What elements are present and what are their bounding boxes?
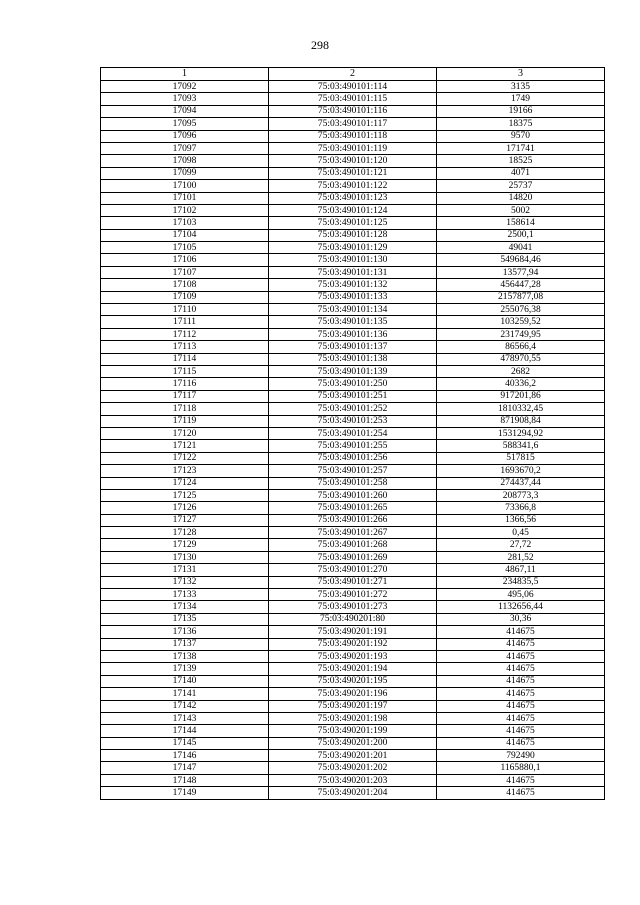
cadastral-number-cell: 75:03:490201:196 xyxy=(269,688,437,700)
table-row xyxy=(101,427,605,439)
value-cell: 158614 xyxy=(437,217,605,229)
cadastral-number-cell: 75:03:490201:200 xyxy=(269,737,437,749)
table-row xyxy=(101,155,605,167)
row-number-cell: 17102 xyxy=(101,204,269,216)
table-row xyxy=(101,576,605,588)
table-row xyxy=(101,254,605,266)
value-cell: 588341,6 xyxy=(437,440,605,452)
table-row xyxy=(101,787,605,799)
row-number-cell: 17104 xyxy=(101,229,269,241)
value-cell: 18525 xyxy=(437,155,605,167)
cadastral-number-cell: 75:03:490101:266 xyxy=(269,514,437,526)
row-number-cell: 17108 xyxy=(101,279,269,291)
row-number-cell: 17143 xyxy=(101,712,269,724)
cadastral-number-cell: 75:03:490101:133 xyxy=(269,291,437,303)
table-row xyxy=(101,452,605,464)
table-row xyxy=(101,118,605,130)
column-header-1: 1 xyxy=(101,68,269,81)
table-row xyxy=(101,304,605,316)
value-cell: 1693670,2 xyxy=(437,465,605,477)
value-cell: 1810332,45 xyxy=(437,403,605,415)
cadastral-number-cell: 75:03:490101:256 xyxy=(269,452,437,464)
row-number-cell: 17141 xyxy=(101,688,269,700)
value-cell: 414675 xyxy=(437,663,605,675)
table-row xyxy=(101,638,605,650)
cadastral-number-cell: 75:03:490101:257 xyxy=(269,465,437,477)
row-number-cell: 17145 xyxy=(101,737,269,749)
column-header-3: 3 xyxy=(437,68,605,81)
table-row xyxy=(101,601,605,613)
row-number-cell: 17101 xyxy=(101,192,269,204)
cadastral-number-cell: 75:03:490101:114 xyxy=(269,81,437,93)
cadastral-number-cell: 75:03:490201:193 xyxy=(269,650,437,662)
row-number-cell: 17124 xyxy=(101,477,269,489)
table-row xyxy=(101,353,605,365)
cadastral-number-cell: 75:03:490101:253 xyxy=(269,415,437,427)
row-number-cell: 17146 xyxy=(101,750,269,762)
value-cell: 414675 xyxy=(437,712,605,724)
value-cell: 9570 xyxy=(437,130,605,142)
row-number-cell: 17114 xyxy=(101,353,269,365)
cadastral-number-cell: 75:03:490101:128 xyxy=(269,229,437,241)
value-cell: 414675 xyxy=(437,638,605,650)
value-cell: 171741 xyxy=(437,142,605,154)
value-cell: 414675 xyxy=(437,650,605,662)
row-number-cell: 17110 xyxy=(101,304,269,316)
value-cell: 1531294,92 xyxy=(437,427,605,439)
cadastral-number-cell: 75:03:490101:135 xyxy=(269,316,437,328)
row-number-cell: 17109 xyxy=(101,291,269,303)
row-number-cell: 17147 xyxy=(101,762,269,774)
value-cell: 2157877,08 xyxy=(437,291,605,303)
value-cell: 208773,3 xyxy=(437,489,605,501)
cadastral-number-cell: 75:03:490101:254 xyxy=(269,427,437,439)
value-cell: 917201,86 xyxy=(437,390,605,402)
row-number-cell: 17129 xyxy=(101,539,269,551)
cadastral-number-cell: 75:03:490101:136 xyxy=(269,328,437,340)
table-row xyxy=(101,105,605,117)
value-cell: 30,36 xyxy=(437,613,605,625)
value-cell: 1165880,1 xyxy=(437,762,605,774)
row-number-cell: 17136 xyxy=(101,626,269,638)
cadastral-number-cell: 75:03:490101:269 xyxy=(269,551,437,563)
cadastral-number-cell: 75:03:490201:191 xyxy=(269,626,437,638)
value-cell: 414675 xyxy=(437,700,605,712)
table-row xyxy=(101,514,605,526)
row-number-cell: 17140 xyxy=(101,675,269,687)
row-number-cell: 17121 xyxy=(101,440,269,452)
row-number-cell: 17093 xyxy=(101,93,269,105)
table-row xyxy=(101,774,605,786)
table-row xyxy=(101,725,605,737)
row-number-cell: 17137 xyxy=(101,638,269,650)
value-cell: 1132656,44 xyxy=(437,601,605,613)
value-cell: 549684,46 xyxy=(437,254,605,266)
cadastral-number-cell: 75:03:490101:116 xyxy=(269,105,437,117)
table-row xyxy=(101,675,605,687)
value-cell: 1366,56 xyxy=(437,514,605,526)
row-number-cell: 17097 xyxy=(101,142,269,154)
value-cell: 73366,8 xyxy=(437,502,605,514)
value-cell: 4867,11 xyxy=(437,564,605,576)
value-cell: 456447,28 xyxy=(437,279,605,291)
row-number-cell: 17113 xyxy=(101,341,269,353)
table-row xyxy=(101,502,605,514)
value-cell: 27,72 xyxy=(437,539,605,551)
value-cell: 0,45 xyxy=(437,527,605,539)
value-cell: 281,52 xyxy=(437,551,605,563)
value-cell: 40336,2 xyxy=(437,378,605,390)
table-body xyxy=(101,81,605,800)
cadastral-number-cell: 75:03:490101:117 xyxy=(269,118,437,130)
table-row xyxy=(101,279,605,291)
value-cell: 19166 xyxy=(437,105,605,117)
row-number-cell: 17132 xyxy=(101,576,269,588)
cadastral-number-cell: 75:03:490201:204 xyxy=(269,787,437,799)
row-number-cell: 17105 xyxy=(101,242,269,254)
table-row xyxy=(101,291,605,303)
table-row xyxy=(101,81,605,93)
cadastral-number-cell: 75:03:490201:80 xyxy=(269,613,437,625)
value-cell: 1749 xyxy=(437,93,605,105)
table-row xyxy=(101,477,605,489)
table-row xyxy=(101,328,605,340)
table-row xyxy=(101,242,605,254)
table-row xyxy=(101,204,605,216)
cadastral-number-cell: 75:03:490101:138 xyxy=(269,353,437,365)
value-cell: 13577,94 xyxy=(437,266,605,278)
table-row xyxy=(101,378,605,390)
table-row xyxy=(101,365,605,377)
value-cell: 478970,55 xyxy=(437,353,605,365)
table-row xyxy=(101,266,605,278)
cadastral-number-cell: 75:03:490101:273 xyxy=(269,601,437,613)
value-cell: 103259,52 xyxy=(437,316,605,328)
value-cell: 3135 xyxy=(437,81,605,93)
value-cell: 414675 xyxy=(437,675,605,687)
value-cell: 25737 xyxy=(437,180,605,192)
row-number-cell: 17125 xyxy=(101,489,269,501)
value-cell: 14820 xyxy=(437,192,605,204)
cadastral-number-cell: 75:03:490101:134 xyxy=(269,304,437,316)
value-cell: 234835,5 xyxy=(437,576,605,588)
table-row xyxy=(101,688,605,700)
table-row xyxy=(101,663,605,675)
value-cell: 231749,95 xyxy=(437,328,605,340)
cadastral-number-cell: 75:03:490201:202 xyxy=(269,762,437,774)
cadastral-number-cell: 75:03:490101:130 xyxy=(269,254,437,266)
row-number-cell: 17115 xyxy=(101,365,269,377)
cadastral-number-cell: 75:03:490201:197 xyxy=(269,700,437,712)
row-number-cell: 17139 xyxy=(101,663,269,675)
table-row xyxy=(101,390,605,402)
table-row xyxy=(101,762,605,774)
row-number-cell: 17128 xyxy=(101,527,269,539)
value-cell: 4071 xyxy=(437,167,605,179)
header-row xyxy=(101,68,605,81)
row-number-cell: 17112 xyxy=(101,328,269,340)
row-number-cell: 17116 xyxy=(101,378,269,390)
row-number-cell: 17138 xyxy=(101,650,269,662)
row-number-cell: 17131 xyxy=(101,564,269,576)
cadastral-number-cell: 75:03:490101:250 xyxy=(269,378,437,390)
row-number-cell: 17118 xyxy=(101,403,269,415)
table-row xyxy=(101,750,605,762)
row-number-cell: 17100 xyxy=(101,180,269,192)
value-cell: 2500,1 xyxy=(437,229,605,241)
cadastral-number-cell: 75:03:490101:258 xyxy=(269,477,437,489)
row-number-cell: 17106 xyxy=(101,254,269,266)
row-number-cell: 17134 xyxy=(101,601,269,613)
value-cell: 414675 xyxy=(437,626,605,638)
row-number-cell: 17117 xyxy=(101,390,269,402)
cadastral-number-cell: 75:03:490101:119 xyxy=(269,142,437,154)
cadastral-number-cell: 75:03:490201:194 xyxy=(269,663,437,675)
row-number-cell: 17099 xyxy=(101,167,269,179)
row-number-cell: 17135 xyxy=(101,613,269,625)
row-number-cell: 17103 xyxy=(101,217,269,229)
cadastral-number-cell: 75:03:490101:272 xyxy=(269,589,437,601)
row-number-cell: 17119 xyxy=(101,415,269,427)
table-row xyxy=(101,217,605,229)
table-row xyxy=(101,229,605,241)
cadastral-number-cell: 75:03:490101:270 xyxy=(269,564,437,576)
cadastral-number-cell: 75:03:490101:132 xyxy=(269,279,437,291)
table-row xyxy=(101,489,605,501)
value-cell: 414675 xyxy=(437,737,605,749)
table-row xyxy=(101,465,605,477)
table-row xyxy=(101,589,605,601)
row-number-cell: 17111 xyxy=(101,316,269,328)
cadastral-number-cell: 75:03:490101:115 xyxy=(269,93,437,105)
row-number-cell: 17127 xyxy=(101,514,269,526)
value-cell: 274437,44 xyxy=(437,477,605,489)
row-number-cell: 17133 xyxy=(101,589,269,601)
row-number-cell: 17144 xyxy=(101,725,269,737)
row-number-cell: 17120 xyxy=(101,427,269,439)
cadastral-number-cell: 75:03:490201:199 xyxy=(269,725,437,737)
cadastral-number-cell: 75:03:490101:123 xyxy=(269,192,437,204)
table-row xyxy=(101,700,605,712)
value-cell: 495,06 xyxy=(437,589,605,601)
row-number-cell: 17142 xyxy=(101,700,269,712)
value-cell: 5002 xyxy=(437,204,605,216)
table-row xyxy=(101,415,605,427)
value-cell: 414675 xyxy=(437,725,605,737)
column-header-2: 2 xyxy=(269,68,437,81)
cadastral-number-cell: 75:03:490101:265 xyxy=(269,502,437,514)
row-number-cell: 17130 xyxy=(101,551,269,563)
row-number-cell: 17126 xyxy=(101,502,269,514)
data-table xyxy=(100,67,605,800)
cadastral-number-cell: 75:03:490101:252 xyxy=(269,403,437,415)
cadastral-number-cell: 75:03:490101:125 xyxy=(269,217,437,229)
value-cell: 414675 xyxy=(437,787,605,799)
value-cell: 414675 xyxy=(437,774,605,786)
table-row xyxy=(101,167,605,179)
cadastral-number-cell: 75:03:490101:120 xyxy=(269,155,437,167)
row-number-cell: 17149 xyxy=(101,787,269,799)
row-number-cell: 17098 xyxy=(101,155,269,167)
row-number-cell: 17122 xyxy=(101,452,269,464)
cadastral-number-cell: 75:03:490101:129 xyxy=(269,242,437,254)
cadastral-number-cell: 75:03:490101:118 xyxy=(269,130,437,142)
table-row xyxy=(101,551,605,563)
row-number-cell: 17095 xyxy=(101,118,269,130)
table-row xyxy=(101,712,605,724)
value-cell: 255076,38 xyxy=(437,304,605,316)
value-cell: 2682 xyxy=(437,365,605,377)
value-cell: 18375 xyxy=(437,118,605,130)
cadastral-number-cell: 75:03:490201:198 xyxy=(269,712,437,724)
cadastral-number-cell: 75:03:490101:260 xyxy=(269,489,437,501)
row-number-cell: 17092 xyxy=(101,81,269,93)
table-row xyxy=(101,316,605,328)
cadastral-number-cell: 75:03:490201:195 xyxy=(269,675,437,687)
value-cell: 871908,84 xyxy=(437,415,605,427)
table-header xyxy=(101,68,605,81)
value-cell: 517815 xyxy=(437,452,605,464)
table-row xyxy=(101,527,605,539)
table-row xyxy=(101,180,605,192)
row-number-cell: 17096 xyxy=(101,130,269,142)
table-row xyxy=(101,737,605,749)
value-cell: 414675 xyxy=(437,688,605,700)
cadastral-number-cell: 75:03:490101:268 xyxy=(269,539,437,551)
cadastral-number-cell: 75:03:490101:255 xyxy=(269,440,437,452)
cadastral-number-cell: 75:03:490101:124 xyxy=(269,204,437,216)
table-row xyxy=(101,626,605,638)
value-cell: 792490 xyxy=(437,750,605,762)
cadastral-number-cell: 75:03:490101:131 xyxy=(269,266,437,278)
row-number-cell: 17094 xyxy=(101,105,269,117)
table-row xyxy=(101,93,605,105)
table-row xyxy=(101,440,605,452)
row-number-cell: 17123 xyxy=(101,465,269,477)
cadastral-number-cell: 75:03:490201:201 xyxy=(269,750,437,762)
cadastral-number-cell: 75:03:490101:267 xyxy=(269,527,437,539)
row-number-cell: 17148 xyxy=(101,774,269,786)
cadastral-number-cell: 75:03:490101:121 xyxy=(269,167,437,179)
cadastral-number-cell: 75:03:490101:251 xyxy=(269,390,437,402)
cadastral-number-cell: 75:03:490201:203 xyxy=(269,774,437,786)
cadastral-number-cell: 75:03:490101:271 xyxy=(269,576,437,588)
value-cell: 86566,4 xyxy=(437,341,605,353)
table-row xyxy=(101,341,605,353)
page-number: 298 xyxy=(311,38,329,52)
value-cell: 49041 xyxy=(437,242,605,254)
cadastral-number-cell: 75:03:490201:192 xyxy=(269,638,437,650)
cadastral-number-cell: 75:03:490101:122 xyxy=(269,180,437,192)
table-row xyxy=(101,650,605,662)
table-row xyxy=(101,564,605,576)
table-row xyxy=(101,539,605,551)
table-row xyxy=(101,403,605,415)
cadastral-number-cell: 75:03:490101:139 xyxy=(269,365,437,377)
table-row xyxy=(101,142,605,154)
cadastral-number-cell: 75:03:490101:137 xyxy=(269,341,437,353)
table-row xyxy=(101,613,605,625)
table-row xyxy=(101,130,605,142)
table-row xyxy=(101,192,605,204)
row-number-cell: 17107 xyxy=(101,266,269,278)
